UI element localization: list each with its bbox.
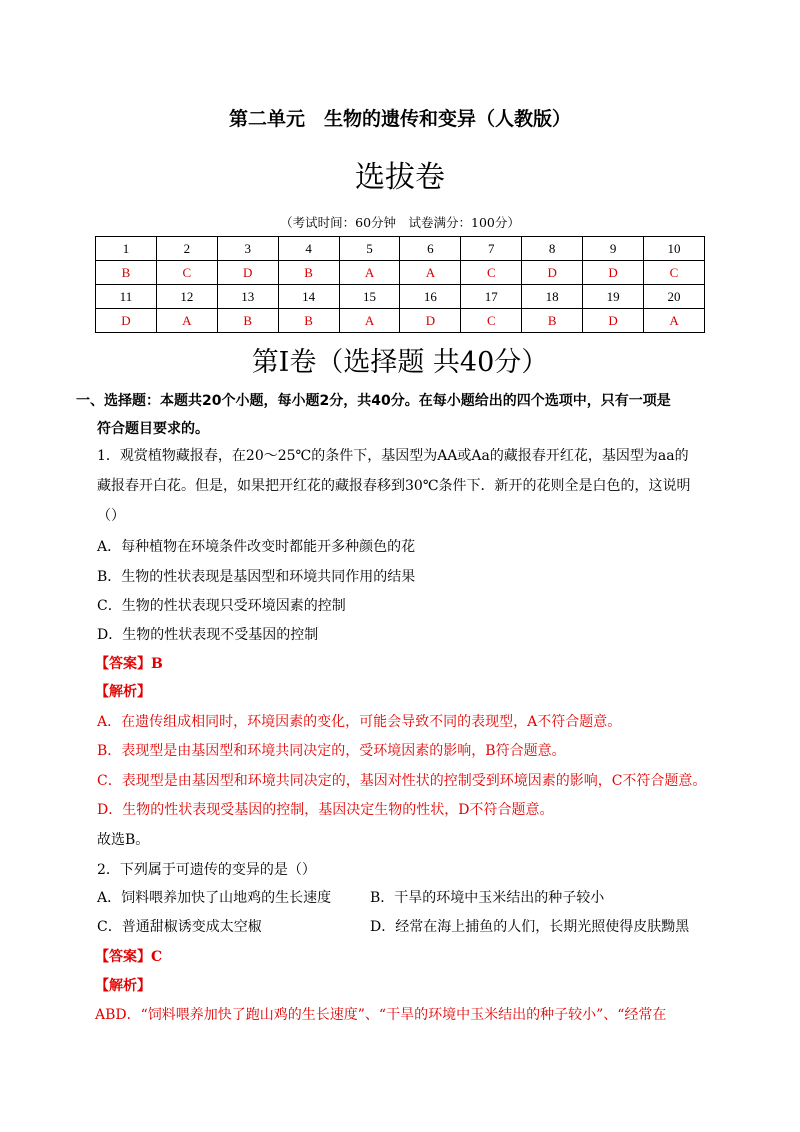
q2-analysis-label: 【解析】: [95, 978, 151, 994]
q1-answer: [95, 653, 163, 673]
table-cell: 1: [96, 237, 157, 261]
table-cell: 8: [522, 237, 583, 261]
instructions-line-2: 符合题目要求的。: [97, 421, 209, 437]
section-title: 第Ⅰ卷（选择题 共40分）: [251, 347, 549, 378]
table-cell: 5: [339, 237, 400, 261]
table-cell: C: [156, 261, 217, 285]
table-cell: D: [583, 261, 644, 285]
q2-analysis-line-1: ABD．“饲料喂养加快了跑山鸡的生长速度”、“干旱的环境中玉米结出的种子较小”、“经常在: [95, 1007, 667, 1023]
q1-stem-line-2: 藏报春开白花。但是，如果把开红花的藏报春移到30℃条件下．新开的花则全是白色的，这说明: [97, 478, 691, 494]
table-cell: D: [217, 261, 278, 285]
table-cell: B: [278, 309, 339, 333]
document-subtitle: 选拔卷: [355, 160, 445, 195]
table-cell: 15: [339, 285, 400, 309]
q2-option-b: B．干旱的环境中玉米结出的种子较小: [370, 890, 605, 906]
table-cell: 3: [217, 237, 278, 261]
q1-option-c: C．生物的性状表现只受环境因素的控制: [97, 598, 346, 614]
q1-stem-line-1: 1．观赏植物藏报春，在20～25℃的条件下，基因型为AA或Aa的藏报春开红花，基因型为aa的: [97, 448, 689, 464]
table-cell: 19: [583, 285, 644, 309]
instructions-line-1: 一、选择题：本题共20个小题，每小题2分，共40分。在每小题给出的四个选项中，只有一项是: [76, 393, 671, 409]
table-cell: 12: [156, 285, 217, 309]
table-cell: B: [96, 261, 157, 285]
table-cell: 4: [278, 237, 339, 261]
answer-table-key-row: [96, 309, 705, 333]
q2-option-d: D．经常在海上捕鱼的人们，长期光照使得皮肤黝黑: [370, 919, 690, 935]
q1-option-b: B．生物的性状表现是基因型和环境共同作用的结果: [97, 569, 416, 585]
q1-analysis-a: A．在遗传组成相同时，环境因素的变化，可能会导致不同的表现型，A不符合题意。: [97, 714, 622, 730]
exam-info: （考试时间：60分钟 试卷满分：100分）: [280, 215, 520, 230]
answer-table-number-row: [96, 237, 705, 261]
q1-analysis-b: B．表现型是由基因型和环境共同决定的，受环境因素的影响，B符合题意。: [97, 743, 566, 759]
answer-value: C: [151, 949, 163, 965]
table-cell: D: [96, 309, 157, 333]
q2-option-c: C．普通甜椒诱变成太空椒: [97, 919, 262, 935]
table-cell: B: [278, 261, 339, 285]
q1-stem-line-3: （）: [97, 508, 125, 524]
table-cell: 20: [644, 285, 705, 309]
answer-label: 【答案】: [95, 949, 151, 965]
answer-value: B: [151, 656, 163, 672]
q1-analysis-c: C．表现型是由基因型和环境共同决定的，基因对性状的控制受到环境因素的影响，C不符合题意。: [97, 773, 707, 789]
table-cell: B: [217, 309, 278, 333]
table-cell: A: [644, 309, 705, 333]
table-cell: A: [339, 309, 400, 333]
table-cell: 10: [644, 237, 705, 261]
table-cell: 7: [461, 237, 522, 261]
table-cell: 17: [461, 285, 522, 309]
q2-option-a: A．饲料喂养加快了山地鸡的生长速度: [97, 890, 332, 906]
table-cell: C: [461, 261, 522, 285]
table-cell: 16: [400, 285, 461, 309]
answer-table-key-row: [96, 261, 705, 285]
table-cell: 13: [217, 285, 278, 309]
table-cell: 6: [400, 237, 461, 261]
document-title: 第二单元 生物的遗传和变异（人教版）: [228, 108, 571, 130]
table-cell: D: [522, 261, 583, 285]
answer-label: 【答案】: [95, 656, 151, 672]
answer-table-number-row: [96, 285, 705, 309]
q1-analysis-label: 【解析】: [95, 684, 151, 700]
table-cell: C: [644, 261, 705, 285]
q1-option-d: D．生物的性状表现不受基因的控制: [97, 627, 319, 643]
table-cell: D: [583, 309, 644, 333]
table-cell: 18: [522, 285, 583, 309]
table-cell: 14: [278, 285, 339, 309]
answer-table: [95, 236, 705, 333]
table-cell: 9: [583, 237, 644, 261]
q2-stem: 2．下列属于可遗传的变异的是（）: [97, 862, 316, 878]
q1-option-a: A．每种植物在环境条件改变时都能开多种颜色的花: [97, 539, 416, 555]
table-cell: A: [156, 309, 217, 333]
table-cell: B: [522, 309, 583, 333]
q1-analysis-d: D．生物的性状表现受基因的控制，基因决定生物的性状，D不符合题意。: [97, 802, 554, 818]
table-cell: C: [461, 309, 522, 333]
q1-conclusion: 故选B。: [97, 832, 150, 848]
table-cell: 2: [156, 237, 217, 261]
q2-answer: [95, 946, 162, 966]
table-cell: A: [339, 261, 400, 285]
table-cell: A: [400, 261, 461, 285]
table-cell: D: [400, 309, 461, 333]
table-cell: 11: [96, 285, 157, 309]
